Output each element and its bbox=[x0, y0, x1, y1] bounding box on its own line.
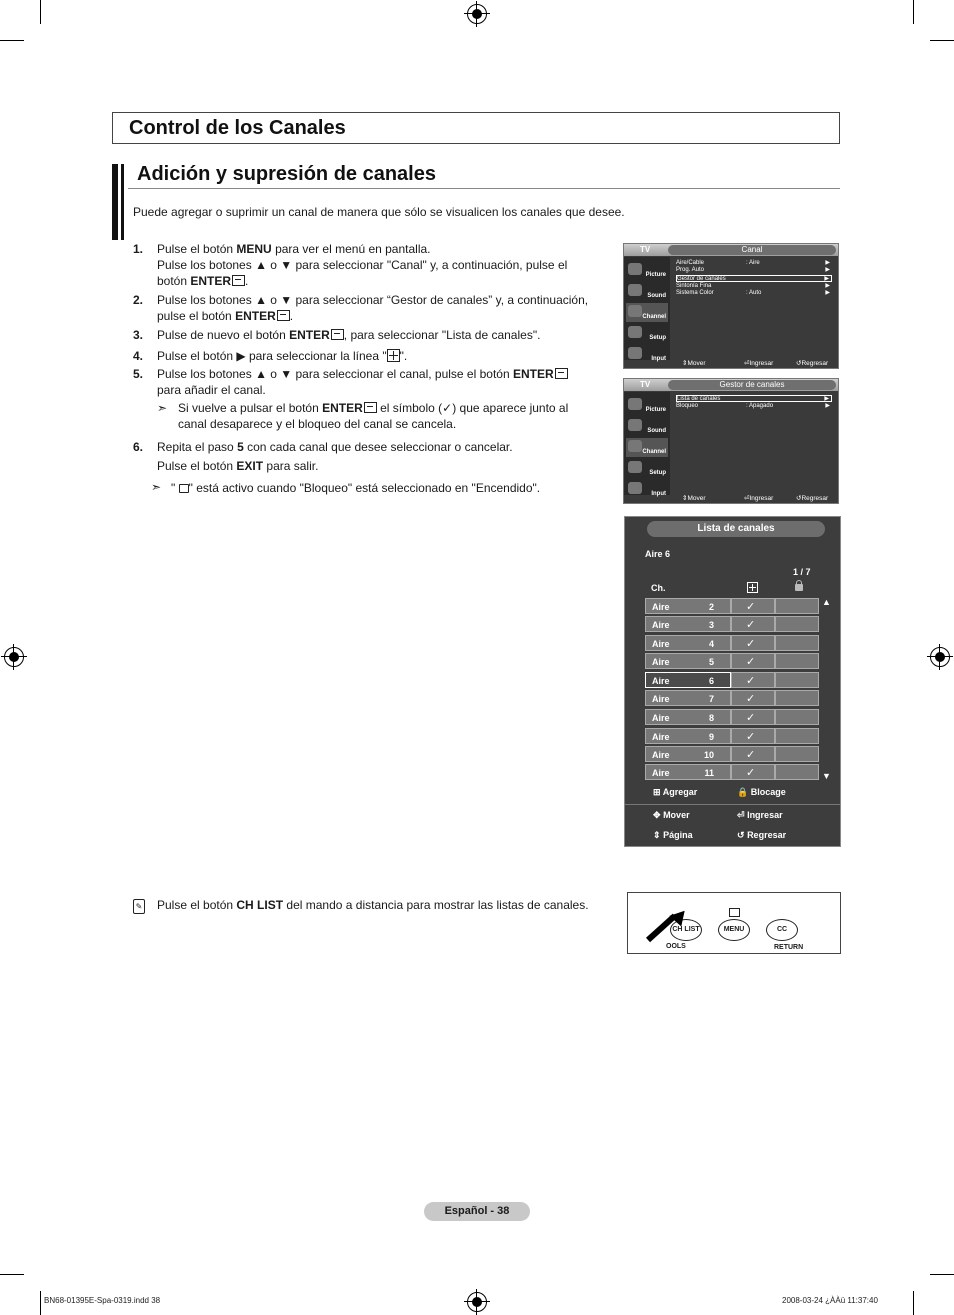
return-icon: ↺ bbox=[737, 830, 745, 840]
hint-label: Ingresar bbox=[749, 495, 774, 502]
menu-row[interactable] bbox=[676, 403, 832, 410]
sidebar-item-setup[interactable] bbox=[626, 324, 668, 343]
lock-cell[interactable] bbox=[775, 653, 819, 669]
menu-sidebar bbox=[624, 392, 670, 495]
lock-cell[interactable] bbox=[775, 635, 819, 651]
step-text: canal desaparece y el bloqueo del canal se cancela. bbox=[178, 417, 457, 431]
add-cell[interactable] bbox=[731, 598, 775, 614]
add-cell[interactable] bbox=[731, 672, 775, 688]
check-icon: ✓ bbox=[746, 656, 756, 668]
step-text: " está activo cuando "Bloqueo" está seleccionado en "Encendido". bbox=[188, 481, 541, 495]
check-icon: ✓ bbox=[746, 731, 756, 743]
crop-mark bbox=[930, 1274, 954, 1275]
channel-cell bbox=[645, 635, 731, 651]
enter-hint bbox=[737, 810, 783, 821]
step-text: el símbolo ( bbox=[376, 401, 443, 415]
hint-label: Ingresar bbox=[749, 360, 774, 367]
enter-icon: ⏎ bbox=[737, 810, 745, 820]
channel-source: Aire bbox=[652, 620, 670, 630]
channel-number: 11 bbox=[704, 768, 714, 778]
lock-cell[interactable] bbox=[775, 690, 819, 706]
remote-illustration bbox=[627, 892, 841, 954]
menu-button[interactable]: MENU bbox=[718, 919, 750, 941]
channel-row[interactable] bbox=[645, 616, 819, 633]
menu-row-selected[interactable] bbox=[676, 275, 832, 282]
channel-source: Aire bbox=[652, 750, 670, 760]
step-text: para ver el menú en pantalla. bbox=[271, 242, 431, 256]
note-arrow-icon: ➣ bbox=[157, 401, 168, 415]
registration-mark-icon bbox=[467, 4, 487, 24]
sidebar-label: Input bbox=[651, 491, 666, 497]
return-hint: ↺ Regresar bbox=[796, 360, 829, 367]
channel-row[interactable] bbox=[645, 598, 819, 615]
channel-source: Aire bbox=[652, 657, 670, 667]
step-text: pulse el botón bbox=[157, 309, 236, 323]
channel-source: Aire bbox=[652, 639, 670, 649]
note-arrow-icon: ➣ bbox=[151, 480, 162, 494]
ch-column-header: Ch. bbox=[651, 583, 666, 593]
sidebar-item-input[interactable] bbox=[626, 345, 668, 364]
channel-number: 8 bbox=[708, 713, 714, 723]
crop-mark bbox=[930, 40, 954, 41]
move-hint bbox=[653, 810, 690, 821]
legend-label: Agregar bbox=[662, 787, 698, 797]
step-bold: ENTER bbox=[235, 309, 276, 323]
page-hint bbox=[653, 830, 693, 841]
sidebar-item-input[interactable] bbox=[626, 480, 668, 499]
crop-mark bbox=[0, 40, 24, 41]
page-number-badge: Español - 38 bbox=[424, 1202, 530, 1221]
hint-label: Ingresar bbox=[747, 810, 783, 820]
arrow-right-icon: ▶ bbox=[825, 260, 830, 266]
crop-mark bbox=[40, 0, 41, 24]
step-text: . bbox=[245, 274, 249, 288]
channel-cell bbox=[645, 746, 731, 762]
channel-number: 3 bbox=[708, 620, 714, 630]
sidebar-label: Sound bbox=[647, 428, 666, 434]
step-text: Pulse el botón bbox=[157, 898, 237, 912]
tv-menu-gestor bbox=[623, 378, 839, 504]
check-icon: ✓ bbox=[746, 712, 756, 724]
menu-header: Canal bbox=[668, 245, 836, 255]
menu-header: Gestor de canales bbox=[668, 380, 836, 390]
channel-number: 9 bbox=[708, 732, 714, 742]
ch-list-button[interactable]: CH LIST bbox=[670, 919, 702, 941]
sidebar-label: Input bbox=[651, 356, 666, 362]
lock-cell[interactable] bbox=[775, 709, 819, 725]
registration-mark-icon bbox=[930, 647, 950, 667]
step-2 bbox=[133, 292, 627, 324]
menu-footer bbox=[670, 358, 838, 368]
enter-icon bbox=[364, 402, 377, 413]
hint-label: Mover bbox=[687, 360, 706, 367]
hint-label: Regresar bbox=[747, 830, 787, 840]
lock-cell[interactable] bbox=[775, 616, 819, 632]
arrow-right-icon: ▶ bbox=[825, 290, 830, 296]
crop-mark bbox=[40, 1291, 41, 1315]
menu-main bbox=[674, 393, 836, 483]
lock-note bbox=[171, 480, 641, 496]
hint-label: Regresar bbox=[801, 360, 829, 367]
add-icon: ⊞ bbox=[653, 787, 661, 797]
legend-label: Blocage bbox=[750, 787, 786, 797]
add-cell[interactable] bbox=[731, 616, 775, 632]
menu-symbol-icon bbox=[729, 908, 740, 917]
channel-row[interactable] bbox=[645, 746, 819, 763]
step-3 bbox=[133, 327, 627, 343]
check-icon: ✓ bbox=[746, 638, 756, 650]
lock-cell[interactable] bbox=[775, 764, 819, 780]
step-text: , para seleccionar "Lista de canales". bbox=[343, 328, 541, 342]
step-bold: MENU bbox=[236, 242, 272, 256]
step-text: Pulse de nuevo el botón bbox=[157, 328, 290, 342]
row-label: Gestor de canales bbox=[677, 276, 726, 282]
enter-icon bbox=[555, 368, 568, 379]
sound-icon bbox=[628, 284, 642, 296]
step-text: Pulse el botón ▶ para seleccionar la línea " bbox=[157, 349, 387, 363]
print-slug-left: BN68-01395E-Spa-0319.indd 38 bbox=[44, 1296, 161, 1305]
tip-text bbox=[157, 897, 617, 913]
menu-main bbox=[674, 258, 836, 348]
channel-number: 2 bbox=[708, 602, 714, 612]
row-label: Bloqueo bbox=[676, 403, 699, 409]
step-text: botón bbox=[157, 274, 191, 288]
tip-icon: ✎ bbox=[133, 899, 145, 914]
step-text: ". bbox=[399, 349, 408, 363]
channel-cell bbox=[645, 690, 731, 706]
check-icon: ✓ bbox=[746, 767, 756, 779]
menu-row[interactable] bbox=[676, 260, 832, 267]
step-text: Repita el paso bbox=[157, 440, 238, 454]
input-icon bbox=[628, 347, 642, 359]
enter-icon bbox=[232, 275, 245, 286]
step-text: . bbox=[289, 309, 294, 323]
lock-cell[interactable] bbox=[775, 672, 819, 688]
sidebar-label: Picture bbox=[645, 407, 666, 413]
tv-label: TV bbox=[640, 380, 651, 389]
arrow-right-icon: ▶ bbox=[825, 403, 830, 409]
enter-icon bbox=[277, 310, 290, 321]
channel-row-selected[interactable] bbox=[645, 672, 819, 689]
add-channel-icon bbox=[387, 349, 400, 362]
step-bold: ENTER bbox=[322, 401, 363, 415]
title-accent-gap bbox=[118, 164, 121, 240]
step-text: del mando a distancia para mostrar las listas de canales. bbox=[283, 898, 589, 912]
arrow-right-icon: ▶ bbox=[824, 276, 829, 282]
hint-label: Página bbox=[663, 830, 693, 840]
channel-cell bbox=[645, 728, 731, 744]
channel-icon bbox=[628, 305, 642, 317]
row-value: : Aire bbox=[746, 260, 760, 266]
step-text: para añadir el canal. bbox=[157, 383, 266, 397]
step-bold: ENTER bbox=[512, 367, 554, 381]
channel-row[interactable] bbox=[645, 690, 819, 707]
channel-cell bbox=[645, 653, 731, 669]
exit-instruction bbox=[157, 458, 627, 474]
step-number: 4. bbox=[133, 349, 144, 363]
row-label: Sistema Color bbox=[676, 290, 714, 296]
channel-list-screen bbox=[624, 516, 841, 847]
check-icon: ✓ bbox=[746, 619, 756, 631]
move-hint: ⇕ Mover bbox=[682, 360, 706, 367]
step-text: Pulse los botones ▲ o ▼ para seleccionar “Gestor de canales” y, a continuación, bbox=[157, 293, 589, 307]
setup-icon bbox=[628, 461, 642, 473]
return-label: RETURN bbox=[774, 944, 804, 951]
section-title: Control de los Canales bbox=[129, 117, 346, 139]
channel-cell bbox=[645, 598, 731, 614]
sidebar-item-sound[interactable] bbox=[626, 282, 668, 301]
page-indicator: 1 / 7 bbox=[793, 567, 811, 577]
tools-label: OOLS bbox=[666, 943, 686, 950]
step-text: Pulse el botón bbox=[157, 459, 237, 473]
sidebar-label: Sound bbox=[647, 293, 666, 299]
lock-cell[interactable] bbox=[775, 598, 819, 614]
check-icon: ✓ bbox=[746, 693, 756, 705]
add-cell[interactable] bbox=[731, 635, 775, 651]
lock-cell[interactable] bbox=[775, 746, 819, 762]
cc-button[interactable]: CC bbox=[766, 919, 798, 941]
hint-label: Regresar bbox=[801, 495, 829, 502]
sidebar-label: Picture bbox=[645, 272, 666, 278]
add-legend bbox=[653, 787, 697, 798]
scroll-up-icon[interactable]: ▲ bbox=[822, 597, 831, 607]
step-text: con cada canal que desee seleccionar o cancelar. bbox=[243, 440, 513, 454]
tv-menu-canal bbox=[623, 243, 839, 369]
channel-number: 6 bbox=[708, 676, 714, 686]
channel-row[interactable] bbox=[645, 635, 819, 652]
step-text: Pulse los botones ▲ o ▼ para seleccionar el canal, pulse el botón bbox=[157, 367, 513, 381]
sidebar-item-picture[interactable] bbox=[626, 396, 668, 415]
channel-source: Aire bbox=[652, 676, 670, 686]
step-text: Pulse los botones ▲ o ▼ para seleccionar "Canal" y, a continuación, pulse el bbox=[157, 258, 568, 272]
channel-row[interactable] bbox=[645, 728, 819, 745]
arrow-right-icon: ▶ bbox=[825, 267, 830, 273]
input-icon bbox=[628, 482, 642, 494]
sidebar-label: Setup bbox=[649, 335, 666, 341]
enter-icon bbox=[331, 329, 344, 340]
enter-hint: ⏎ Ingresar bbox=[744, 495, 774, 502]
lock-column-icon bbox=[795, 584, 803, 591]
menu-footer bbox=[670, 493, 838, 503]
setup-icon bbox=[628, 326, 642, 338]
lock-icon bbox=[179, 484, 189, 493]
lock-cell[interactable] bbox=[775, 728, 819, 744]
hint-label: Mover bbox=[687, 495, 706, 502]
channel-cell bbox=[645, 672, 731, 688]
sidebar-item-channel[interactable] bbox=[626, 438, 668, 457]
step-bold: ENTER bbox=[190, 274, 232, 288]
menu-row[interactable] bbox=[676, 283, 832, 290]
sidebar-label: Channel bbox=[642, 314, 666, 320]
return-hint bbox=[737, 830, 786, 841]
step-text: Pulse el botón bbox=[157, 242, 237, 256]
add-cell[interactable] bbox=[731, 764, 775, 780]
footer-separator bbox=[625, 804, 840, 805]
channel-number: 7 bbox=[708, 694, 714, 704]
check-icon: ✓ bbox=[746, 675, 756, 687]
step-5 bbox=[133, 366, 627, 398]
tv-label: TV bbox=[640, 245, 651, 254]
sound-icon bbox=[628, 419, 642, 431]
channel-row[interactable] bbox=[645, 653, 819, 670]
sidebar-item-channel[interactable] bbox=[626, 303, 668, 322]
channel-cell bbox=[645, 616, 731, 632]
move-icon: ✥ bbox=[653, 810, 661, 820]
step-bold: EXIT bbox=[236, 459, 264, 473]
step-bold: ENTER bbox=[289, 328, 330, 342]
hint-label: Mover bbox=[663, 810, 690, 820]
check-icon: ✓ bbox=[442, 401, 453, 415]
step-number: 1. bbox=[133, 242, 144, 256]
step-4 bbox=[133, 348, 627, 364]
page-icon: ⇕ bbox=[653, 830, 661, 840]
channel-source: Aire bbox=[652, 602, 670, 612]
check-icon: ✓ bbox=[746, 601, 756, 613]
step-bold: CH LIST bbox=[236, 898, 284, 912]
channel-icon bbox=[628, 440, 642, 452]
step-text: Si vuelve a pulsar el botón bbox=[178, 401, 323, 415]
step-text: ) que aparece junto al bbox=[452, 401, 569, 415]
add-cell[interactable] bbox=[731, 728, 775, 744]
step-text: " bbox=[171, 481, 179, 495]
row-value: : Auto bbox=[746, 290, 762, 296]
step-6 bbox=[133, 439, 627, 455]
step-number: 5. bbox=[133, 367, 144, 381]
menu-row[interactable] bbox=[676, 290, 832, 297]
row-label: Lista de canales bbox=[677, 396, 721, 402]
sidebar-item-picture[interactable] bbox=[626, 261, 668, 280]
step-number: 6. bbox=[133, 440, 144, 454]
current-channel: Aire 6 bbox=[645, 549, 671, 559]
channel-source: Aire bbox=[652, 732, 670, 742]
lock-legend bbox=[737, 787, 786, 798]
channel-cell bbox=[645, 764, 731, 780]
picture-icon bbox=[628, 398, 642, 410]
channel-cell bbox=[645, 709, 731, 725]
sidebar-label: Channel bbox=[642, 449, 666, 455]
lock-icon: 🔒 bbox=[737, 787, 749, 797]
intro-text: Puede agregar o suprimir un canal de manera que sólo se visualicen los canales que desee. bbox=[133, 205, 625, 219]
move-hint: ⇕ Mover bbox=[682, 495, 706, 502]
step-1 bbox=[133, 241, 627, 289]
menu-row-selected[interactable] bbox=[676, 395, 832, 402]
sidebar-label: Setup bbox=[649, 470, 666, 476]
crop-mark bbox=[913, 0, 914, 24]
menu-sidebar bbox=[624, 257, 670, 360]
channel-source: Aire bbox=[652, 713, 670, 723]
step-5-note bbox=[178, 400, 618, 432]
channel-number: 4 bbox=[708, 639, 714, 649]
scroll-down-icon[interactable]: ▼ bbox=[822, 771, 831, 781]
channel-number: 5 bbox=[708, 657, 714, 667]
step-text: para salir. bbox=[263, 459, 319, 473]
menu-row[interactable] bbox=[676, 267, 832, 274]
add-cell[interactable] bbox=[731, 746, 775, 762]
crop-mark bbox=[0, 1274, 24, 1275]
channel-number: 10 bbox=[703, 750, 714, 760]
registration-mark-icon bbox=[4, 647, 24, 667]
title-rule bbox=[128, 188, 840, 189]
add-cell[interactable] bbox=[731, 709, 775, 725]
print-slug-right: 2008-03-24 ¿ÀÀü 11:37:40 bbox=[782, 1296, 878, 1305]
arrow-right-icon: ▶ bbox=[824, 396, 829, 402]
return-hint: ↺ Regresar bbox=[796, 495, 829, 502]
row-value: : Apagado bbox=[746, 403, 774, 409]
step-number: 2. bbox=[133, 293, 144, 307]
sidebar-item-sound[interactable] bbox=[626, 417, 668, 436]
page-title: Adición y supresión de canales bbox=[137, 163, 436, 185]
enter-hint: ⏎ Ingresar bbox=[744, 360, 774, 367]
crop-mark bbox=[913, 1291, 914, 1315]
step-bold: 5 bbox=[237, 440, 244, 454]
row-label: Sintonía Fina bbox=[676, 283, 712, 289]
picture-icon bbox=[628, 263, 642, 275]
channel-row[interactable] bbox=[645, 764, 819, 781]
arrow-right-icon: ▶ bbox=[825, 283, 830, 289]
row-label: Aire/Cable bbox=[676, 260, 705, 266]
check-icon: ✓ bbox=[746, 749, 756, 761]
add-cell[interactable] bbox=[731, 653, 775, 669]
step-number: 3. bbox=[133, 328, 144, 342]
channel-source: Aire bbox=[652, 768, 670, 778]
channel-row[interactable] bbox=[645, 709, 819, 726]
channel-source: Aire bbox=[652, 694, 670, 704]
add-column-icon bbox=[747, 582, 758, 593]
channel-list-header: Lista de canales bbox=[647, 521, 825, 537]
add-cell[interactable] bbox=[731, 690, 775, 706]
row-label: Prog. Auto bbox=[676, 267, 705, 273]
registration-mark-icon bbox=[467, 1292, 487, 1312]
sidebar-item-setup[interactable] bbox=[626, 459, 668, 478]
